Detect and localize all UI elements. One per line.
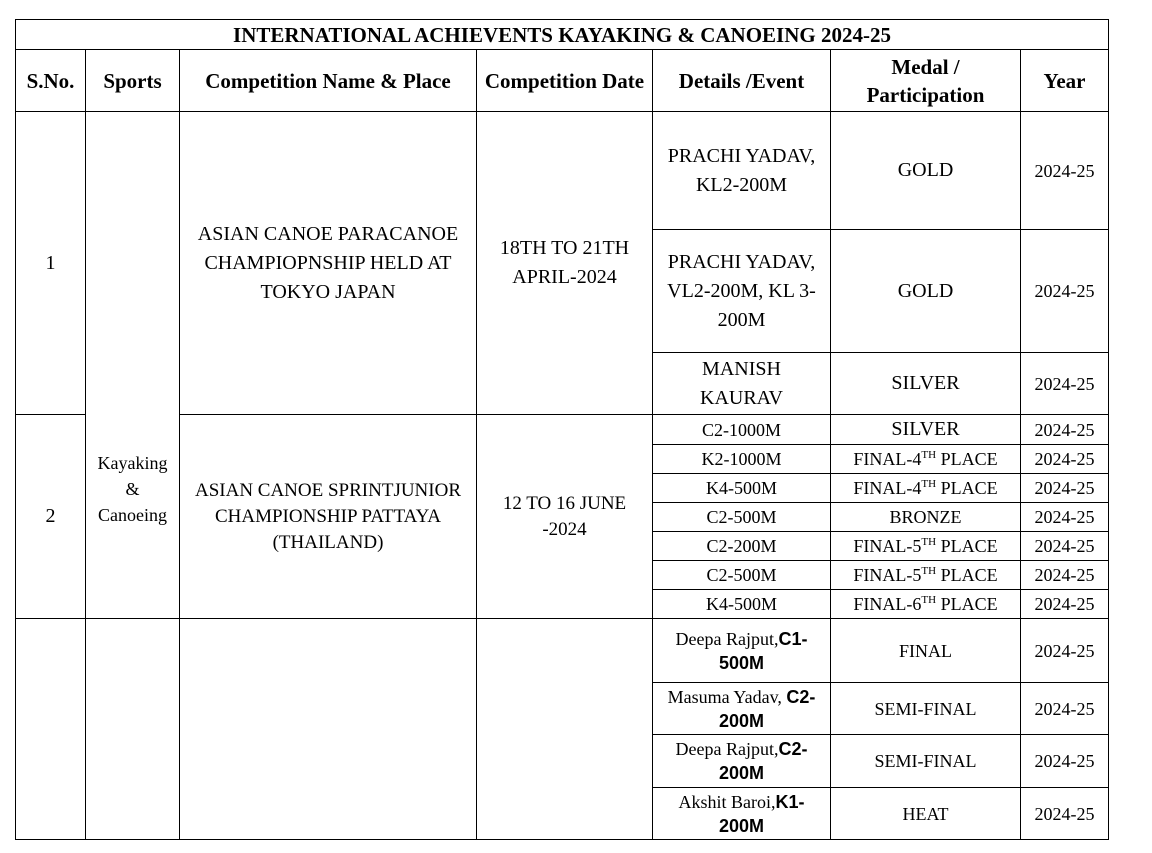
header-row: [16, 50, 1109, 112]
table-title: INTERNATIONAL ACHIEVENTS KAYAKING & CANOEING 2024-25: [16, 20, 1109, 50]
medal-superscript: TH: [921, 594, 937, 606]
header-year: Year: [1021, 50, 1109, 112]
event-name: C2-200M: [718, 739, 808, 783]
athlete-name: Deepa Rajput,: [675, 739, 779, 759]
medal-cell: [831, 561, 1021, 590]
medal-cell: SEMI-FINAL: [831, 735, 1021, 788]
detail-cell: [653, 619, 831, 683]
detail-cell: [653, 683, 831, 735]
group-sno: [16, 619, 86, 840]
year-cell: 2024-25: [1021, 561, 1109, 590]
detail-cell: K2-1000M: [653, 445, 831, 474]
group-date: 18TH TO 21TH APRIL-2024: [477, 112, 653, 415]
medal-text: PLACE: [936, 594, 998, 614]
header-sno: S.No.: [16, 50, 86, 112]
medal-cell: GOLD: [831, 112, 1021, 230]
detail-cell: [653, 788, 831, 840]
medal-superscript: TH: [921, 565, 937, 577]
event-name: C1-500M: [718, 628, 808, 673]
group-date: [477, 619, 653, 840]
medal-cell: SILVER: [831, 415, 1021, 445]
detail-cell: C2-500M: [653, 503, 831, 532]
medal-cell: [831, 445, 1021, 474]
table-row: [16, 112, 1109, 230]
header-sports: Sports: [86, 50, 180, 112]
group-sno: 1: [16, 112, 86, 415]
medal-text: FINAL-6: [853, 594, 922, 614]
medal-cell: [831, 474, 1021, 503]
group-competition: [180, 619, 477, 840]
detail-cell: PRACHI YADAV, KL2-200M: [653, 112, 831, 230]
group-sno: 2: [16, 415, 86, 619]
detail-cell: C2-200M: [653, 532, 831, 561]
header-competition: Competition Name & Place: [180, 50, 477, 112]
medal-text: FINAL-5: [853, 536, 922, 556]
achievements-table: [15, 19, 1109, 840]
athlete-name: Masuma Yadav,: [667, 686, 782, 707]
header-details: Details /Event: [653, 50, 831, 112]
detail-cell: [653, 735, 831, 788]
medal-cell: GOLD: [831, 230, 1021, 353]
group-competition: ASIAN CANOE SPRINTJUNIOR CHAMPIONSHIP PATTAYA (THAILAND): [180, 415, 477, 619]
medal-text: FINAL-4: [853, 478, 922, 498]
detail-cell: K4-500M: [653, 590, 831, 619]
group-date: 12 TO 16 JUNE -2024: [477, 415, 653, 619]
group-sport: [86, 112, 180, 619]
sport-label: Kayaking & Canoeing: [97, 453, 168, 525]
year-cell: 2024-25: [1021, 788, 1109, 840]
achievements-table-wrapper: [15, 19, 1109, 840]
medal-cell: BRONZE: [831, 503, 1021, 532]
year-cell: 2024-25: [1021, 445, 1109, 474]
year-cell: 2024-25: [1021, 619, 1109, 683]
medal-text: PLACE: [936, 565, 998, 585]
medal-text: FINAL-4: [853, 449, 922, 469]
athlete-name: Deepa Rajput,: [675, 628, 779, 649]
group-sport: [86, 619, 180, 840]
table-row: [16, 619, 1109, 683]
medal-text: PLACE: [936, 478, 998, 498]
medal-cell: HEAT: [831, 788, 1021, 840]
detail-cell: PRACHI YADAV, VL2-200M, KL 3-200M: [653, 230, 831, 353]
event-name: C2-200M: [718, 686, 816, 731]
medal-cell: SEMI-FINAL: [831, 683, 1021, 735]
medal-text: FINAL-5: [853, 565, 922, 585]
year-cell: 2024-25: [1021, 735, 1109, 788]
medal-cell: FINAL: [831, 619, 1021, 683]
year-cell: 2024-25: [1021, 590, 1109, 619]
medal-superscript: TH: [921, 536, 937, 548]
detail-cell: C2-500M: [653, 561, 831, 590]
medal-superscript: TH: [921, 449, 937, 461]
year-cell: 2024-25: [1021, 532, 1109, 561]
medal-superscript: TH: [921, 478, 937, 490]
group-competition: ASIAN CANOE PARACANOE CHAMPIOPNSHIP HELD AT TOKYO JAPAN: [180, 112, 477, 415]
detail-cell: MANISH KAURAV: [653, 353, 831, 415]
detail-cell: C2-1000M: [653, 415, 831, 445]
year-cell: 2024-25: [1021, 415, 1109, 445]
year-cell: 2024-25: [1021, 353, 1109, 415]
medal-text: PLACE: [936, 536, 998, 556]
header-medal: Medal / Participation: [831, 50, 1021, 112]
year-cell: 2024-25: [1021, 112, 1109, 230]
year-cell: 2024-25: [1021, 474, 1109, 503]
year-cell: 2024-25: [1021, 683, 1109, 735]
athlete-name: Akshit Baroi,: [678, 791, 776, 812]
medal-cell: [831, 590, 1021, 619]
year-cell: 2024-25: [1021, 503, 1109, 532]
medal-cell: SILVER: [831, 353, 1021, 415]
event-name: K1-200M: [718, 791, 805, 836]
header-date: Competition Date: [477, 50, 653, 112]
detail-cell: K4-500M: [653, 474, 831, 503]
medal-text: PLACE: [936, 449, 998, 469]
table-row: [16, 415, 1109, 445]
medal-cell: [831, 532, 1021, 561]
year-cell: 2024-25: [1021, 230, 1109, 353]
